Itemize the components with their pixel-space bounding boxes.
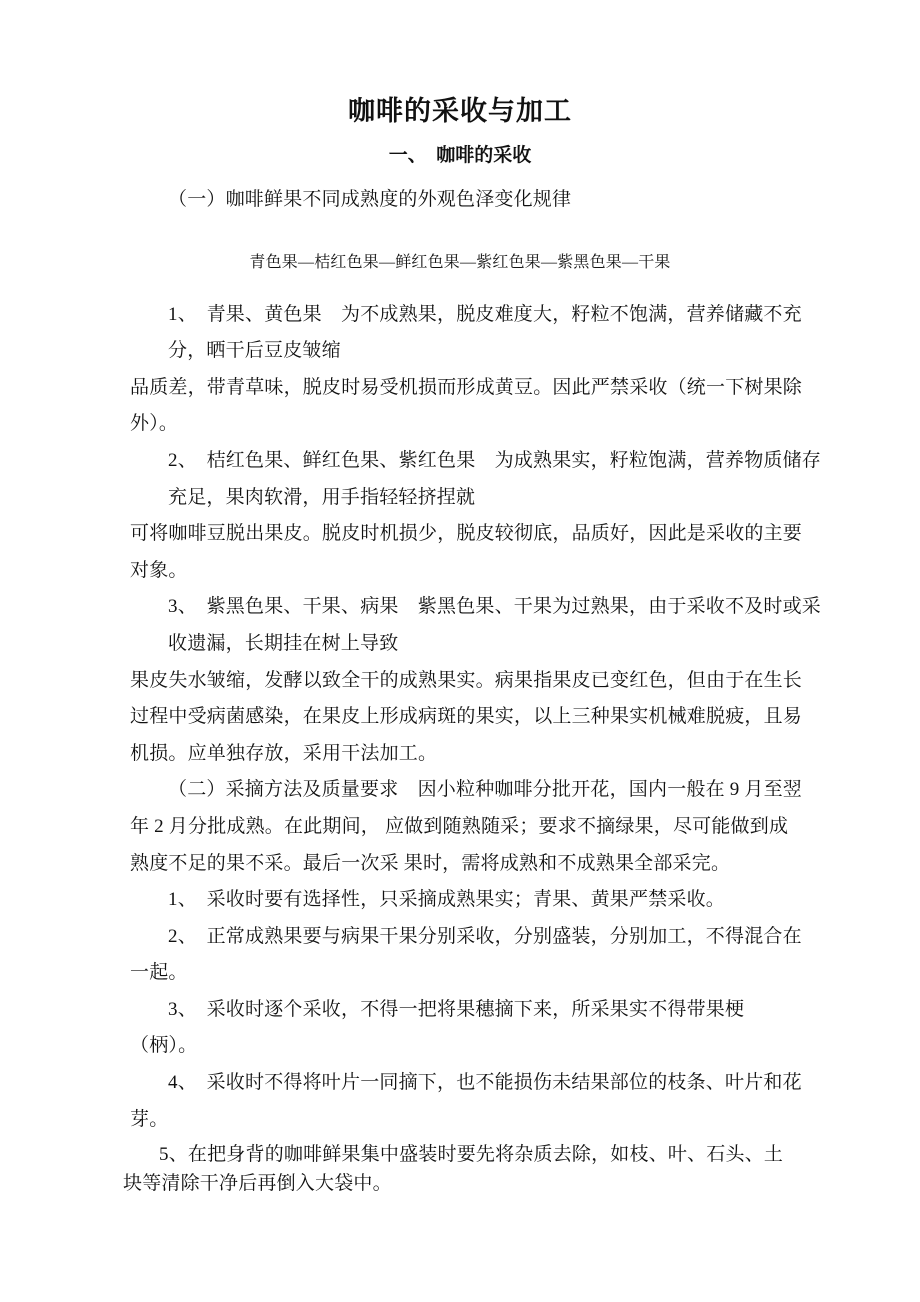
text-line: 2、 正常成熟果要与病果干果分别采收，分别盛装，分别加工，不得混合在 <box>168 925 802 947</box>
section-heading: 一、 咖啡的采收 <box>388 145 532 166</box>
text-line: （一）咖啡鲜果不同成熟度的外观色泽变化规律 <box>168 189 572 210</box>
paragraph-item-2-continuation <box>130 516 803 589</box>
paragraph-item-3 <box>130 589 822 662</box>
paragraph-item-1-continuation <box>130 370 803 443</box>
text-line: 一起。 <box>130 962 188 984</box>
document-body <box>123 182 822 1198</box>
text-line: 青色果—桔红色果—鲜红色果—紫红色果—紫黑色果—干果 <box>249 253 671 271</box>
paragraph-rule-2 <box>130 919 802 992</box>
text-line: 分，晒干后豆皮皱缩 <box>168 340 341 362</box>
text-line: 3、 采收时逐个采收，不得一把将果穗摘下来，所采果实不得带果梗 <box>168 998 745 1020</box>
paragraph-subsection-2 <box>130 772 803 882</box>
text-line: 3、 紫黑色果、干果、病果 紫黑色果、干果为过熟果，由于采收不及时或采 <box>168 596 822 618</box>
paragraph-color-sequence <box>130 251 790 275</box>
text-line: 外）。 <box>130 413 179 435</box>
text-line: 收遗漏，长期挂在树上导致 <box>168 632 399 654</box>
paragraph-item-1 <box>130 297 802 370</box>
paragraph-rule-4 <box>130 1065 802 1138</box>
text-line: 品质差，带青草味，脱皮时易受机损而形成黄豆。因此严禁采收（统一下树果除 <box>130 376 803 398</box>
text-line: （柄）。 <box>130 1035 198 1057</box>
text-line: 充足，果肉软滑，用手指轻轻挤捏就 <box>168 486 476 508</box>
paragraph-subsection-1-heading <box>130 182 790 219</box>
paragraph-item-3-continuation <box>130 663 803 773</box>
text-line: 1、 青果、黄色果 为不成熟果，脱皮难度大，籽粒不饱满，营养储藏不充 <box>168 303 802 325</box>
text-line: 2、 桔红色果、鲜红色果、紫红色果 为成熟果实，籽粒饱满，营养物质储存 <box>168 449 822 471</box>
text-line: （二）采摘方法及质量要求 因小粒种咖啡分批开花，国内一般在 9 月至翌 <box>168 779 803 801</box>
text-line: 过程中受病菌感染，在果皮上形成病斑的果实，以上三种果实机械难脱疲，且易 <box>130 706 803 728</box>
text-line: 熟度不足的果不采。最后一次采 果时，需将成熟和不成熟果全部采完。 <box>130 852 731 874</box>
text-line: 5、在把身背的咖啡鲜果集中盛装时要先将杂质去除，如枝、叶、石头、土 <box>159 1144 784 1166</box>
text-line: 年 2 月分批成熟。在此期间， 应做到随熟随采；要求不摘绿果，尽可能做到成 <box>130 815 789 837</box>
text-line: 机损。应单独存放，采用干法加工。 <box>130 742 438 764</box>
text-line: 对象。 <box>130 559 188 581</box>
document-title: 咖啡的采收与加工 <box>348 96 572 126</box>
text-line: 块等清除干净后再倒入大袋中。 <box>123 1173 392 1195</box>
text-line: 芽。 <box>130 1108 169 1130</box>
text-line: 果皮失水皱缩，发酵以致全干的成熟果实。病果指果皮已变红色，但由于在生长 <box>130 669 803 691</box>
paragraph-rule-1 <box>130 882 790 919</box>
paragraph-item-2 <box>130 443 822 516</box>
text-line: 可将咖啡豆脱出果皮。脱皮时机损少，脱皮较彻底，品质好，因此是采收的主要 <box>130 523 803 545</box>
paragraph-rule-3 <box>130 992 790 1065</box>
text-line: 4、 采收时不得将叶片一同摘下，也不能损伤未结果部位的枝条、叶片和花 <box>168 1072 802 1094</box>
text-line: 1、 采收时要有选择性，只采摘成熟果实；青果、黄果严禁采收。 <box>168 889 726 911</box>
paragraph-rule-5 <box>123 1140 790 1198</box>
